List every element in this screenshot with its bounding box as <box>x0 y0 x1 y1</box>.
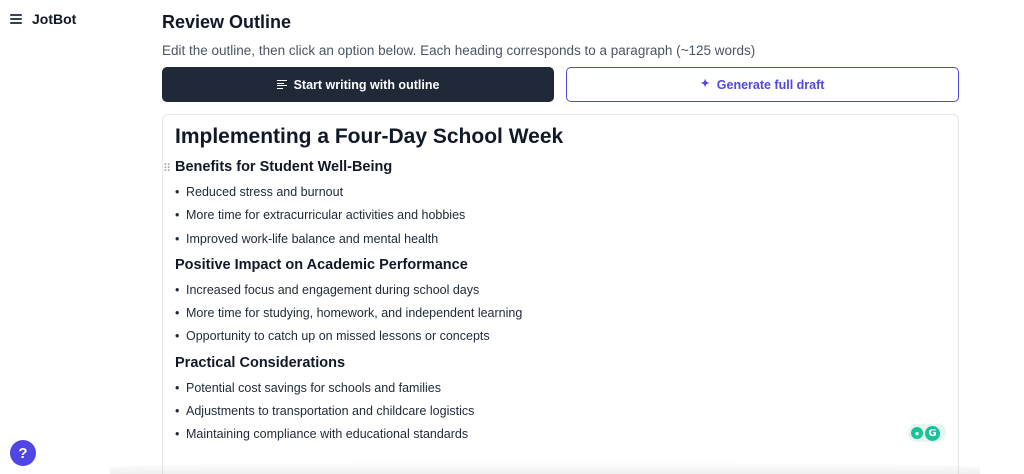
drag-handle-icon[interactable]: ⠿ <box>163 163 170 175</box>
outline-title[interactable]: Implementing a Four-Day School Week <box>175 125 564 148</box>
grammarly-icon[interactable]: G <box>925 426 940 441</box>
generate-draft-label: Generate full draft <box>716 77 825 92</box>
help-button[interactable]: ? <box>10 440 36 466</box>
footer-shadow <box>110 462 980 474</box>
outline-bullet[interactable]: • Potential cost savings for schools and families <box>175 381 441 395</box>
section-heading[interactable]: Positive Impact on Academic Performance <box>175 257 468 273</box>
hamburger-menu-icon[interactable] <box>10 14 22 24</box>
outline-bullet[interactable]: • Maintaining compliance with educational standards <box>175 427 468 441</box>
outline-bullet[interactable]: • More time for studying, homework, and independent learning <box>175 306 522 320</box>
text-lines-icon <box>277 80 287 89</box>
outline-bullet[interactable]: • More time for extracurricular activities and hobbies <box>175 208 465 222</box>
outline-bullet[interactable]: • Opportunity to catch up on missed lessons or concepts <box>175 329 490 343</box>
section-heading[interactable]: Practical Considerations <box>175 355 346 371</box>
outline-editor[interactable] <box>162 114 959 474</box>
sparkle-icon: ✦ <box>700 78 710 90</box>
outline-bullet[interactable]: • Adjustments to transportation and childcare logistics <box>175 404 474 418</box>
outline-bullet[interactable]: • Increased focus and engagement during school days <box>175 283 479 297</box>
app-name: JotBot <box>32 11 77 27</box>
page-subtitle: Edit the outline, then click an option below. Each heading corresponds to a paragraph (~125 words) <box>162 43 756 58</box>
page-title: Review Outline <box>162 12 292 32</box>
outline-bullet[interactable]: • Reduced stress and burnout <box>175 185 343 199</box>
generate-draft-button[interactable] <box>566 67 959 102</box>
grammarly-widget[interactable] <box>908 424 946 442</box>
lightbulb-icon[interactable]: ● <box>911 427 923 439</box>
start-writing-button[interactable] <box>162 67 554 102</box>
outline-bullet[interactable]: • Improved work-life balance and mental health <box>175 232 438 246</box>
start-writing-label: Start writing with outline <box>293 77 440 92</box>
section-heading[interactable]: Benefits for Student Well-Being <box>175 159 393 175</box>
